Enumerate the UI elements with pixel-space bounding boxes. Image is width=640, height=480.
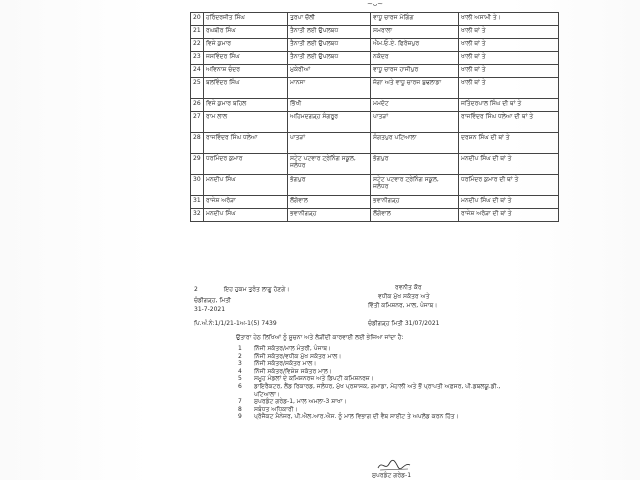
list-item-text: ਸਬੰਧਤ ਅਧਿਕਾਰੀ। xyxy=(254,405,298,413)
cell-from: ਅਹਿਮਦਗੜ੍ਹ ਸੰਗਰੂਰ xyxy=(288,112,371,133)
cell-sr: 26 xyxy=(191,99,204,112)
cell-remarks: ਖਾਲੀ ਥਾਂ ਤੇ xyxy=(459,26,559,39)
superintendent-title: ਸੁਪਰਡੰਟ ਗਰੇਡ-1 xyxy=(372,472,412,479)
cell-from: ਤੈਨਾਤੀ ਲਈ ਉਪਲਬਧ xyxy=(288,39,371,52)
cell-from: ਭੋਗਪੁਰ xyxy=(288,175,371,196)
table-row xyxy=(191,175,559,196)
table-row xyxy=(191,65,559,78)
table-row xyxy=(191,78,559,99)
cell-name: ਹਰਿੰਦਰਜੀਤ ਸਿੰਘ xyxy=(204,13,288,26)
cell-to: ਭੋਗਪੁਰ xyxy=(371,154,459,175)
table-row xyxy=(191,209,559,222)
list-item xyxy=(238,345,502,353)
cell-remarks: ਜਤਿੰਦਰਪਾਲ ਸਿੰਘ ਦੀ ਥਾਂ ਤੇ xyxy=(459,99,559,112)
endorsement-number: ਪਿ.ਅੰ.ਨੰ:1/1/21-1ਅ-1(5) 7439 xyxy=(194,320,277,327)
table-row xyxy=(191,112,559,133)
cell-from: ਭਿੱਖੀ xyxy=(288,99,371,112)
list-item-number: 1 xyxy=(238,345,242,352)
cell-name: ਵਿਜੇ ਕੁਮਾਰ xyxy=(204,39,288,52)
cell-from: ਤੈਨਾਤੀ ਲਈ ਉਪਲਬਧ xyxy=(288,26,371,39)
cell-to: ਭਵਾਨੀਗੜ੍ਹ xyxy=(371,196,459,209)
endorsement-place-date: ਚੰਡੀਗੜ੍ਹ ਮਿਤੀ 31/07/2021 xyxy=(368,320,440,327)
list-item-text: ਨਿੱਜੀ ਸਕੱਤਰ/ਵਧੀਕ ਮੁੱਖ ਸਕੱਤਰ ਮਾਲ। xyxy=(254,352,342,360)
cell-name: ਰਾਮ ਲਾਲ xyxy=(204,112,288,133)
cell-remarks: ਖਾਲੀ ਥਾਂ ਤੇ xyxy=(459,39,559,52)
cell-remarks: ਧਰਮਿੰਦਰ ਕੁਮਾਰ ਦੀ ਥਾਂ ਤੇ xyxy=(459,175,559,196)
cell-remarks: ਖਾਲੀ ਥਾਂ ਤੇ xyxy=(459,65,559,78)
copy-to-list xyxy=(238,345,502,421)
cell-to: ਸਮਰਾਲਾ xyxy=(371,26,459,39)
cell-from: ਲੌਂਗੋਵਾਲ xyxy=(288,196,371,209)
scan-shadow-left xyxy=(0,0,150,480)
cell-name: ਰਾਜਵਿੰਦਰ ਸਿੰਘ ਧਲੇਆ xyxy=(204,133,288,154)
list-item-number: 7 xyxy=(238,398,242,406)
list-item-number: 6 xyxy=(238,382,242,390)
cell-to: ਨਕੋਦਰ xyxy=(371,52,459,65)
para-2-number: 2 xyxy=(194,286,198,293)
cell-sr: 24 xyxy=(191,65,204,78)
cell-sr: 22 xyxy=(191,39,204,52)
cell-to: ਵਾਧੂ ਚਾਰਜ ਹਾਜੀਪੁਰ xyxy=(371,65,459,78)
cell-sr: 29 xyxy=(191,154,204,175)
table-row xyxy=(191,196,559,209)
signatory-name: ਰਵਨੀਤ ਕੌਰ xyxy=(395,284,422,291)
cell-remarks: ਰਾਜਵਿੰਦਰ ਸਿੰਘ ਧਲੇਆ ਦੀ ਥਾਂ ਤੇ xyxy=(459,112,559,133)
list-item-text: ਨਿੱਜੀ ਸਕੱਤਰ/ਵਿਸ਼ੇਸ਼ ਸਕੱਤਰ ਮਾਲ। xyxy=(254,367,332,375)
cell-from: ਪਾਤੜਾਂ xyxy=(288,133,371,154)
cell-from: ਮਾਨਸਾ xyxy=(288,78,371,99)
signatory-designation: ਵਧੀਕ ਮੁੱਖ ਸਕੱਤਰ ਅਤੇ xyxy=(378,293,430,300)
cell-to: ਸਟੇਟ ਪਟਵਾਰ ਟ੍ਰੇਨਿੰਗ ਸਕੂਲ, ਜਲੰਧਰ xyxy=(371,175,459,196)
table-row xyxy=(191,154,559,175)
cell-from: ਭਵਾਨੀਗੜ੍ਹ xyxy=(288,209,371,222)
cell-sr: 32 xyxy=(191,209,204,222)
list-item-number: 9 xyxy=(238,413,242,421)
cell-name: ਰਾਜੇਸ਼ ਅਰੋੜਾ xyxy=(204,196,288,209)
cell-name: ਜਸਵਿੰਦਰ ਸਿੰਘ xyxy=(204,52,288,65)
issue-place: ਚੰਡੀਗੜ੍ਹ, ਮਿਤੀ xyxy=(194,297,231,304)
cell-remarks: ਖਾਲੀ ਥਾਂ ਤੇ xyxy=(459,52,559,65)
list-item-text: ਡਾਇਰੈਕਟਰ, ਲੈਂਡ ਰਿਕਾਰਡ, ਜਲੰਧਰ, ਮੁੱਖ ਪ੍ਰਸ਼ਾਸਕ, ਗਮਾਡਾ, ਮੋਹਾਲੀ ਅਤੇ ਭੌਂ ਪ੍ਰਾਪਤੀ ਅਫ਼ਸਰ, ਪੀ.ਡਬਲਯੂ.ਡੀ., ਪਟਿਆਲਾ। xyxy=(254,382,501,398)
cell-sr: 20 xyxy=(191,13,204,26)
cell-remarks: ਮਨਦੀਪ ਸਿੰਘ ਦੀ ਥਾਂ ਤੇ xyxy=(459,196,559,209)
cell-sr: 25 xyxy=(191,78,204,99)
cell-sr: 31 xyxy=(191,196,204,209)
cell-name: ਮਨਦੀਪ ਸਿੰਘ xyxy=(204,175,288,196)
transfer-table xyxy=(190,12,559,222)
table-row xyxy=(191,13,559,26)
list-item-text: ਨਿੱਜੀ ਸਕੱਤਰ/ਮਾਲ ਮੰਤਰੀ, ਪੰਜਾਬ। xyxy=(254,345,332,352)
cell-from: ਤੁਰਪਾ ਚੌਲੀ xyxy=(288,13,371,26)
cell-remarks: ਮਨਦੀਪ ਸਿੰਘ ਦੀ ਥਾਂ ਤੇ xyxy=(459,154,559,175)
cell-name: ਮਨਦੀਪ ਸਿੰਘ xyxy=(204,209,288,222)
cell-name: ਬਲਵਿੰਦਰ ਸਿੰਘ xyxy=(204,78,288,99)
issue-date: 31-7-2021 xyxy=(194,306,226,313)
list-item-text: ਸੁਪਰਡੰਟ ਗਰੇਡ-1, ਮਾਲ ਅਮਲਾ-3 ਸ਼ਾਖਾ। xyxy=(254,398,347,406)
cell-sr: 21 xyxy=(191,26,204,39)
cell-sr: 27 xyxy=(191,112,204,133)
cell-from: ਸਟੇਟ ਪਟਵਾਰ ਟ੍ਰੇਨਿੰਗ ਸਕੂਲ, ਜਲੰਧਰ xyxy=(288,154,371,175)
table-row xyxy=(191,133,559,154)
list-item-text: ਸਮੂਹ ਮੰਡਲਾਂ ਦੇ ਕਮਿਸ਼ਨਰਜ਼ ਅਤੇ ਡਿਪਟੀ ਕਮਿਸ਼ਨਰਜ਼। xyxy=(254,375,374,383)
page-top-mark: ~ᴗ~ xyxy=(367,0,384,8)
list-item-number: 8 xyxy=(238,405,242,413)
cell-name: ਵਿਜੇ ਕੁਮਾਰ ਬਹਿਲ xyxy=(204,99,288,112)
list-item xyxy=(238,360,502,368)
transfer-table-body xyxy=(191,13,559,222)
copy-intro: ਉਤਾਰਾ ਹੇਠ ਲਿਖਿਆਂ ਨੂੰ ਸੂਚਨਾ ਅਤੇ ਲੋੜੀਂਦੀ ਕਾਰਵਾਈ ਲਈ ਭੇਜਿਆ ਜਾਂਦਾ ਹੈ: xyxy=(236,334,404,341)
cell-sr: 23 xyxy=(191,52,204,65)
cell-to: ਸੰਗਤਪੁਰ ਪਟਿਆਲਾ xyxy=(371,133,459,154)
list-item-text: ਨਿੱਜੀ ਸਕੱਤਰ/ਸਕੱਤਰ ਮਾਲ। xyxy=(254,360,317,368)
signatory-office: ਵਿੱਤੀ ਕਮਿਸ਼ਨਰ, ਮਾਲ, ਪੰਜਾਬ। xyxy=(368,302,438,309)
signature-scribble xyxy=(376,458,412,472)
cell-remarks: ਖਾਲੀ ਅਸਾਮੀ ਤੇ। xyxy=(459,13,559,26)
cell-to: ਮਮਦੋਟ xyxy=(371,99,459,112)
cell-to: ਐਮ.ਓ.ਏ. ਫਿਰੋਜ਼ਪੁਰ xyxy=(371,39,459,52)
table-row xyxy=(191,52,559,65)
table-row xyxy=(191,99,559,112)
cell-remarks: ਖਾਲੀ ਥਾਂ ਤੇ xyxy=(459,78,559,99)
cell-to: ਲੌਂਗੋਵਾਲ xyxy=(371,209,459,222)
list-item xyxy=(238,383,502,398)
table-row xyxy=(191,26,559,39)
cell-remarks: ਰਾਜੇਸ਼ ਅਰੋੜਾ ਦੀ ਥਾਂ ਤੇ xyxy=(459,209,559,222)
cell-to: ਜੋਗਾ ਅਤੇ ਵਾਧੂ ਚਾਰਜ ਬੁਢਲਾਡਾ xyxy=(371,78,459,99)
cell-name: ਰਘਬੀਰ ਸਿੰਘ xyxy=(204,26,288,39)
cell-to: ਪਾਤੜਾਂ xyxy=(371,112,459,133)
cell-sr: 30 xyxy=(191,175,204,196)
cell-name: ਧਰਮਿੰਦਰ ਕੁਮਾਰ xyxy=(204,154,288,175)
list-item-number: 5 xyxy=(238,375,242,383)
cell-sr: 28 xyxy=(191,133,204,154)
list-item xyxy=(238,413,502,421)
para-2-text: ਇਹ ਹੁਕਮ ਤੁਰੰਤ ਲਾਗੂ ਹੋਣਗੇ। xyxy=(224,286,290,293)
cell-name: ਅਵਿਨਾਸ਼ ਚੰਦਰ xyxy=(204,65,288,78)
list-item-number: 4 xyxy=(238,367,242,375)
list-item xyxy=(238,398,502,406)
cell-from: ਮੁਕੇਰੀਆਂ xyxy=(288,65,371,78)
cell-remarks: ਦਰਸ਼ਨ ਸਿੰਘ ਦੀ ਥਾਂ ਤੇ xyxy=(459,133,559,154)
list-item-number: 3 xyxy=(238,360,242,368)
cell-to: ਵਾਧੂ ਚਾਰਜ ਮੋਗਿੰਗ xyxy=(371,13,459,26)
cell-from: ਤੈਨਾਤੀ ਲਈ ਉਪਲਬਧ xyxy=(288,52,371,65)
list-item xyxy=(238,375,502,383)
list-item-text: ਪ੍ਰੋਜੈਕਟ ਮੈਨੇਜਰ, ਪੀ.ਐਲ.ਆਰ.ਐਸ. ਨੂੰ ਮਾਲ ਵਿਭਾਗ ਦੀ ਵੈਬ ਸਾਈਟ ਤੇ ਅਪਲੋਡ ਕਰਨ ਹਿੱਤ। xyxy=(254,413,459,421)
list-item-number: 2 xyxy=(238,352,242,360)
table-row xyxy=(191,39,559,52)
